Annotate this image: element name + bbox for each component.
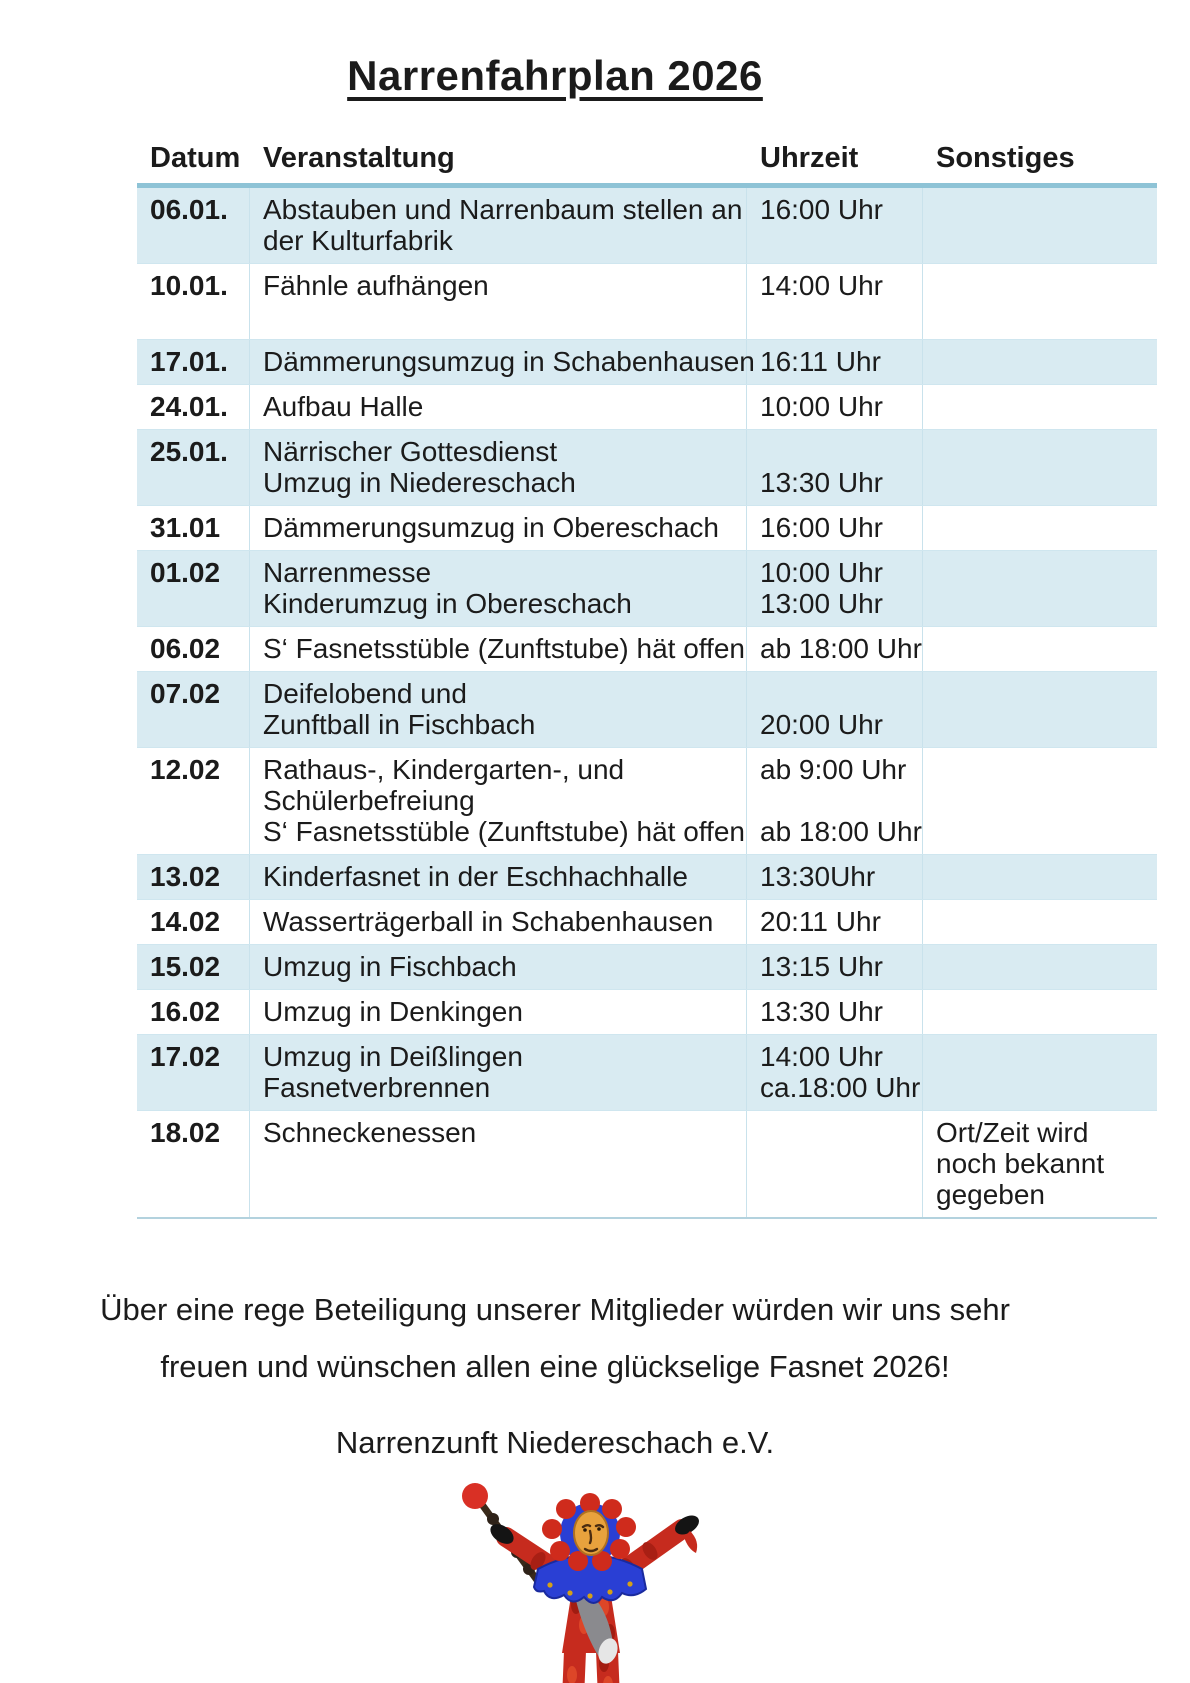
page-title: Narrenfahrplan 2026 [347, 52, 763, 99]
cell-event [250, 627, 747, 671]
cell-event-line: Dämmerungsumzug in Obereschach [263, 512, 719, 543]
cell-event [250, 506, 747, 550]
cell-time-line [760, 436, 912, 467]
table-row [137, 385, 1157, 430]
cell-event-line: der Kulturfabrik [263, 225, 453, 256]
cell-date-line: 25.01. [150, 436, 228, 467]
cell-other-line: Ort/Zeit wird [936, 1117, 1089, 1148]
cell-date-line: 24.01. [150, 391, 228, 422]
cell-date [137, 627, 250, 671]
closing-message [0, 1281, 1110, 1395]
cell-date-line: 18.02 [150, 1117, 221, 1148]
cell-time-line: ca.18:00 Uhr [760, 1072, 921, 1103]
table-row [137, 188, 1157, 264]
column-header-uhrzeit: Uhrzeit [760, 142, 859, 174]
table-row [137, 945, 1157, 990]
cell-event [250, 264, 747, 339]
cell-date-line: 14.02 [150, 906, 221, 937]
cell-date-line: 06.01. [150, 194, 228, 225]
cell-date [137, 264, 250, 339]
cell-event [250, 990, 747, 1034]
cell-time [747, 672, 923, 747]
cell-time-line: 14:00 Uhr [760, 270, 883, 301]
cell-time-line: 20:00 Uhr [760, 709, 883, 740]
cell-time-line [760, 785, 912, 816]
cell-other [923, 900, 1157, 944]
cell-event-line [263, 301, 736, 332]
cell-event-line: Wasserträgerball in Schabenhausen [263, 906, 714, 937]
cell-event-line: Zunftball in Fischbach [263, 709, 536, 740]
cell-other-line: noch bekannt [936, 1148, 1105, 1179]
cell-date [137, 900, 250, 944]
cell-event [250, 188, 747, 263]
cell-event-line: Umzug in Niedereschach [263, 467, 576, 498]
cell-event [250, 551, 747, 626]
cell-time [747, 1111, 923, 1217]
cell-time-line: 14:00 Uhr [760, 1041, 883, 1072]
table-row [137, 900, 1157, 945]
cell-event-line: Deifelobend und [263, 678, 467, 709]
cell-time [747, 188, 923, 263]
cell-event-line: Narrenmesse [263, 557, 432, 588]
cell-time-line: 16:11 Uhr [760, 346, 881, 377]
cell-event-line: Umzug in Deißlingen [263, 1041, 523, 1072]
cell-time-line: 13:30Uhr [760, 861, 876, 892]
cell-event [250, 748, 747, 854]
cell-date-line: 01.02 [150, 557, 221, 588]
cell-date [137, 672, 250, 747]
cell-other [923, 855, 1157, 899]
cell-event [250, 900, 747, 944]
cell-date [137, 990, 250, 1034]
column-header-datum: Datum [150, 142, 241, 174]
cell-date-line: 07.02 [150, 678, 221, 709]
cell-time-line: ab 18:00 Uhr [760, 633, 922, 664]
cell-other [923, 990, 1157, 1034]
cell-date [137, 340, 250, 384]
cell-other [923, 340, 1157, 384]
cell-event-line: Aufbau Halle [263, 391, 424, 422]
closing-message-line1: Über eine rege Beteiligung unserer Mitglieder würden wir uns sehr [100, 1292, 1010, 1327]
cell-other [923, 945, 1157, 989]
table-row [137, 340, 1157, 385]
cell-time [747, 900, 923, 944]
table-row [137, 748, 1157, 855]
cell-date [137, 855, 250, 899]
table-body [137, 183, 1157, 1219]
table-row [137, 1111, 1157, 1217]
cell-time-line: 10:00 Uhr [760, 557, 883, 588]
cell-other [923, 551, 1157, 626]
cell-event [250, 340, 755, 384]
cell-time [747, 506, 923, 550]
cell-event-line: Fasnetverbrennen [263, 1072, 491, 1103]
cell-time [747, 385, 923, 429]
cell-other [923, 1111, 1157, 1217]
cell-other [923, 1035, 1157, 1110]
table-row [137, 627, 1157, 672]
cell-other [923, 506, 1157, 550]
cell-date [137, 385, 250, 429]
cell-date-line: 17.01. [150, 346, 228, 377]
cell-date-line: 12.02 [150, 754, 221, 785]
cell-time-line: 13:30 Uhr [760, 996, 883, 1027]
cell-time [747, 627, 923, 671]
cell-time-line: ab 18:00 Uhr [760, 816, 922, 847]
cell-date [137, 748, 250, 854]
cell-date [137, 1111, 250, 1217]
cell-event [250, 855, 747, 899]
cell-date [137, 945, 250, 989]
cell-other [923, 672, 1157, 747]
cell-time-line: 16:00 Uhr [760, 512, 883, 543]
cell-time [747, 551, 923, 626]
cell-other [923, 748, 1157, 854]
cell-other [923, 430, 1157, 505]
cell-date-line: 06.02 [150, 633, 221, 664]
cell-event-line: Abstauben und Narrenbaum stellen an [263, 194, 743, 225]
table-row [137, 264, 1157, 340]
cell-event-line: S‘ Fasnetsstüble (Zunftstube) hät offen [263, 816, 745, 847]
cell-time-line: 10:00 Uhr [760, 391, 883, 422]
cell-date-line: 17.02 [150, 1041, 221, 1072]
cell-time-line: 20:11 Uhr [760, 906, 881, 937]
cell-event-line: Dämmerungsumzug in Schabenhausen [263, 346, 755, 377]
cell-date [137, 1035, 250, 1110]
cell-time-line: 13:30 Uhr [760, 467, 883, 498]
column-header-veranstaltung: Veranstaltung [263, 142, 455, 174]
table-header-row [137, 142, 1157, 183]
cell-event-line: Kinderumzug in Obereschach [263, 588, 632, 619]
cell-event-line: Närrischer Gottesdienst [263, 436, 558, 467]
schedule-table [137, 142, 1157, 1219]
table-row [137, 430, 1157, 506]
cell-date-line: 16.02 [150, 996, 221, 1027]
cell-event [250, 1035, 747, 1110]
closing-message-line2: freuen und wünschen allen eine glückselige Fasnet 2026! [160, 1349, 950, 1384]
cell-time [747, 945, 923, 989]
cell-time [747, 430, 923, 505]
cell-time [747, 264, 923, 339]
cell-date [137, 430, 250, 505]
cell-date [137, 506, 250, 550]
table-row [137, 1035, 1157, 1111]
cell-other [923, 264, 1157, 339]
cell-event-line: Kinderfasnet in der Eschhachhalle [263, 861, 688, 892]
cell-date-line: 10.01. [150, 270, 228, 301]
cell-event [250, 672, 747, 747]
cell-time-line: 13:00 Uhr [760, 588, 883, 619]
cell-time-line: 16:00 Uhr [760, 194, 883, 225]
cell-time-line: ab 9:00 Uhr [760, 754, 907, 785]
cell-date-line: 13.02 [150, 861, 221, 892]
cell-time [747, 748, 923, 854]
cell-time [747, 340, 923, 384]
cell-event [250, 1111, 747, 1217]
table-row [137, 672, 1157, 748]
column-header-sonstiges: Sonstiges [936, 142, 1075, 174]
cell-event-line: Umzug in Fischbach [263, 951, 517, 982]
cell-other [923, 188, 1157, 263]
table-row [137, 551, 1157, 627]
cell-event-line: Schülerbefreiung [263, 785, 475, 816]
cell-other [923, 627, 1157, 671]
cell-date-line: 31.01 [150, 512, 221, 543]
cell-event-line: Schneckenessen [263, 1117, 477, 1148]
cell-time [747, 855, 923, 899]
cell-event-line: Umzug in Denkingen [263, 996, 523, 1027]
carnival-jester-figure-icon [438, 1475, 743, 1683]
cell-time-line: 13:15 Uhr [760, 951, 883, 982]
cell-other-line: gegeben [936, 1179, 1046, 1210]
cell-date [137, 551, 250, 626]
cell-event-line: Fähnle aufhängen [263, 270, 489, 301]
cell-event-line: S‘ Fasnetsstüble (Zunftstube) hät offen [263, 633, 745, 664]
cell-time [747, 1035, 923, 1110]
cell-date [137, 188, 250, 263]
organization-signature: Narrenzunft Niedereschach e.V. [335, 1425, 775, 1460]
cell-event [250, 945, 747, 989]
cell-other [923, 385, 1157, 429]
cell-event-line: Rathaus-, Kindergarten-, und [263, 754, 625, 785]
cell-event [250, 430, 747, 505]
table-row [137, 855, 1157, 900]
cell-time-line [760, 678, 912, 709]
table-row [137, 506, 1157, 551]
cell-time [747, 990, 923, 1034]
cell-event [250, 385, 747, 429]
cell-date-line: 15.02 [150, 951, 221, 982]
table-row [137, 990, 1157, 1035]
